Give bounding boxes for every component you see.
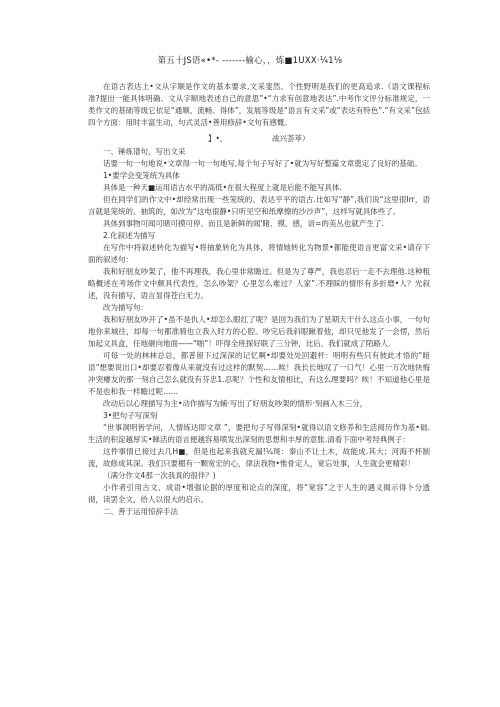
subheading-3: 3•把句子写深刻	[103, 411, 158, 420]
paragraph: 具体到事物可闻可睹可摸可停、而且是新鲜的闻'睹、摸、感，谙=的美丛也就产生了.	[103, 219, 384, 228]
paragraph: 在写作中将叙述转化为描写•将抽象转化为具体，将情她转化为物景•都能使语言更富文采•请存下面的叙述句：	[88, 243, 430, 264]
paragraph: 小作者引用古文、成语•增强论据的厚度和论点的深度，将“宽容”之于人生的遇义揭示得卜分透彻，读罢全文，给人以很大的启示。	[88, 483, 430, 504]
section-mark-right: 战兴荟萃）	[272, 134, 310, 143]
section-mark	[88, 131, 430, 145]
paragraph: 改动后以心理描写为主•动作描写为辅·写出了好朋友吵架的情形·刻画入木三分，	[103, 399, 368, 408]
paragraph: 我和好朋友吵开了•虽不是仇人•却怎么眼红了呢？是回为我们为了星期天干什么这点小事，一句句地你来城往，却每一句都准骑也立我入时方的心腔。吵完后我斜眼瞅着他，却只见他发了一会愣，然后加起文具盒，任地砸向地面——“啪”！吓得全班探好联了三分钟，比后，我们就成了陌路人.	[88, 315, 430, 348]
heading-one: 一、锤炼谱句，写出文采	[103, 147, 186, 156]
paragraph: “世事洞明皆学问，人情练达即文章 ”，要把句子写得深刻•就得以语文修养和生活阅历作为基•础.生活的积淀越厚实•睇活的语言便越容易喷发出深刻的思想和丰厚的意胀.清看下面中考羟典例子：	[88, 423, 430, 444]
document-body	[88, 81, 430, 518]
intro-paragraph: 在语古表达上•文从字顺是作文的基本要求,文采斐然、个性野明是我们的更高追求.《语文课程标准?提出一能具体明确、文从字顺地表述自己的意思”•“力求有创意地表达”.中考作文评分标准规定，一类作文的基础等级它依足“通顺、流畅、得体”，发展等级是“语言有文采”或“表达有特色”.“有文采”包括四个方面：用时丰富生动，句式灵活•善用修辞•文句有感慨。	[88, 82, 430, 127]
paragraph: 这件事情已接过去几H■，但是也起来我就充漏!¼斑：秦山不让土木，故能成.其大；河海不杯制流，故修成其深。我们只要楣有一颗宽宏的心，律法我物•惟骨定人，宽忘处事，人生就会更精彩！	[88, 447, 430, 468]
paragraph: 可每一处的林林总总，都普留下过深深的记忆啊•却要处处回避杆：明明有些只有彼此才悟的“暗语”想要说出口•却要忍着像从来就没有过这样的默契……唉！我长长地叹了一口气！心里一万次地快悔冲突瘿友的那一刻自己怎么就没有芬忠1.忍呢？个性和友情相比，有这么理要吗？唉！不知道他心里是不是也和我一样瞻过呢……	[88, 351, 430, 396]
document-title: 第五十JS语«•*- -------榆心，，炼■1UXX·¼1⅛	[157, 55, 343, 65]
source-note: （满分作文4那一次我真的很伴？)	[103, 471, 216, 480]
paragraph: 改为描写句：	[103, 303, 148, 312]
paragraph: 话要一句一句地说•文章得一句一句地写,每个句子写好了•就为写好整篇文章奠定了良好的基础。	[103, 159, 422, 168]
section-mark-left: 】•，	[208, 134, 228, 143]
paragraph: 具体是一种天■运用语古水平的高低•在很大程度上就是后能不能写具体.	[103, 183, 342, 192]
paragraph: 我和好朋友吵架了，他不再理我，我心里非常瞻过。但是为了尊严，我也忍后一走不去理他.这种粗略概述在考场作文中颇具代表性，怎么吵架？心里怎么难过？人家”.不理睬的情形有多折磨•人？光叙述，没有描写，语言显得苍白无力。	[88, 267, 430, 300]
paragraph: 但在同学们的作文中•却经常出现一些笼统的、表达平平的语古.比如写“静”,我们说“这里很Irr，语言就是笼统的、抽筑的，如改为“这电很静•只听见空和纸摩擦的沙沙声”，这样写就具体些了。	[88, 195, 430, 216]
subheading-2: 2.化叙述为描写	[103, 231, 156, 240]
subheading-1: 1•要学会变笼统为具体	[103, 171, 180, 180]
heading-two: 二、善于运用惊辞手法	[103, 507, 178, 516]
